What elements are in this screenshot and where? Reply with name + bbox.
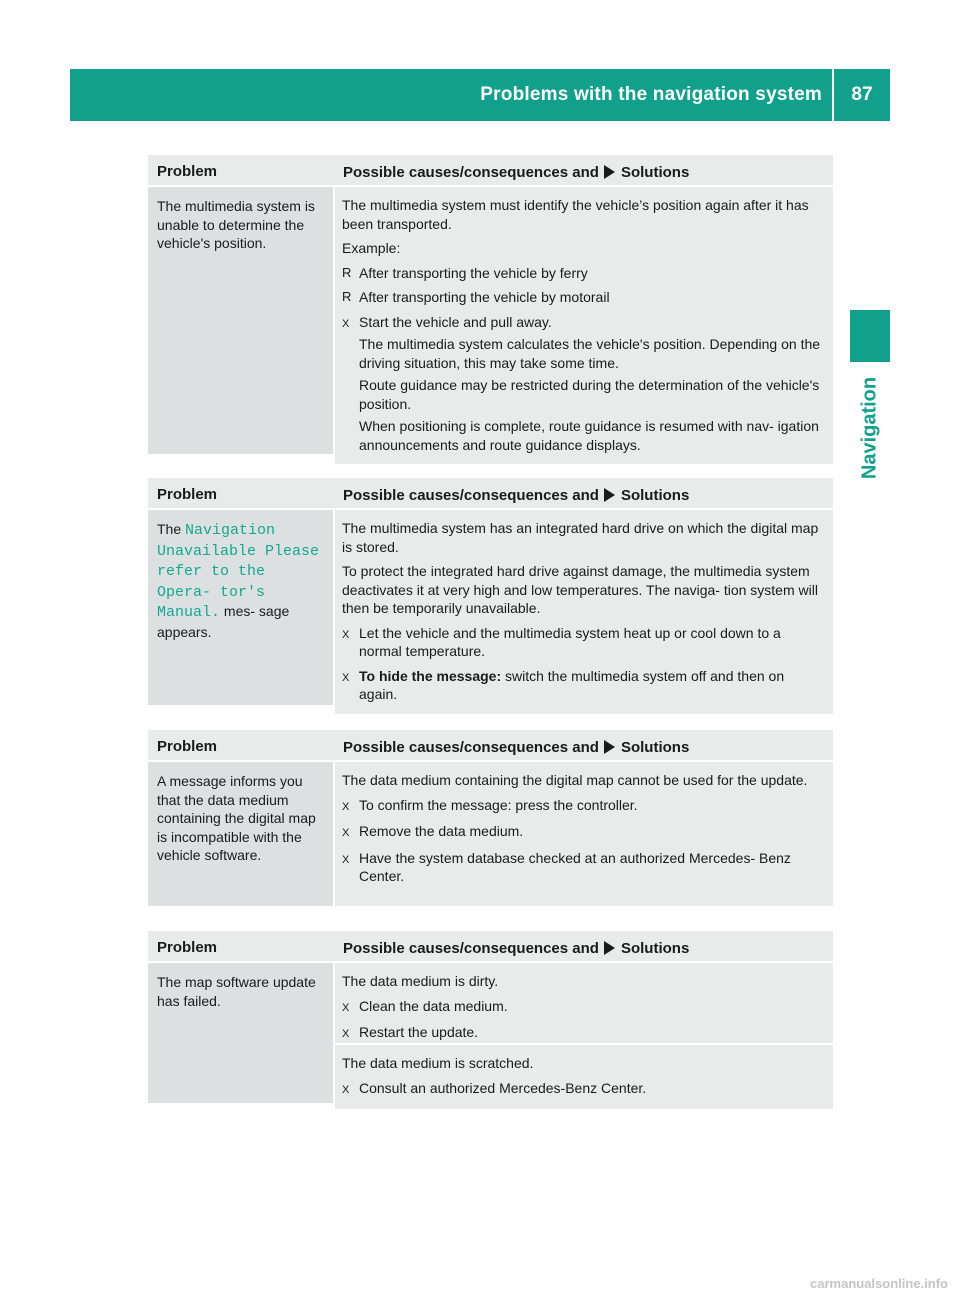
arrow-icon: X xyxy=(342,1083,350,1096)
header-solutions-suffix: Solutions xyxy=(620,739,690,756)
play-arrow-icon xyxy=(604,941,615,955)
cause-text: The multimedia system must identify the vehicle’s position again after it has been transported. xyxy=(342,197,809,232)
page-number: 87 xyxy=(851,84,873,105)
action-item xyxy=(342,624,826,661)
action-text: Have the system database checked at an authorized Mercedes- Benz Center. xyxy=(359,849,791,884)
header-solutions-suffix: Solutions xyxy=(620,940,690,957)
cause-text: To protect the integrated hard drive against damage, the multimedia system deactivates it at very high and low temperatures. The naviga- tion system will then be temporarily unavailable. xyxy=(342,563,818,616)
arrow-icon: X xyxy=(342,1028,350,1040)
action-item xyxy=(342,822,826,843)
arrow-icon: X xyxy=(342,628,350,641)
header-solutions xyxy=(335,931,833,961)
table-header xyxy=(148,931,833,963)
page-header xyxy=(70,69,890,121)
cause-text: The multimedia system has an integrated hard drive on which the digital map is stored. xyxy=(342,520,819,555)
action-item xyxy=(342,313,826,455)
bullet-icon: R xyxy=(342,264,352,280)
cause-text: Example: xyxy=(342,240,401,256)
cause-text: The data medium is dirty. xyxy=(342,973,499,989)
header-solutions-prefix: Possible causes/consequences and xyxy=(343,739,599,756)
header-solutions-prefix: Possible causes/consequences and xyxy=(343,487,599,504)
action-text: Consult an authorized Mercedes-Benz Center. xyxy=(359,1079,647,1096)
side-tab-marker xyxy=(850,310,890,362)
action-item xyxy=(342,667,826,704)
header-solutions-prefix: Possible causes/consequences and xyxy=(343,940,599,957)
solution-cell xyxy=(335,1043,833,1109)
play-arrow-icon xyxy=(604,488,615,502)
play-arrow-icon xyxy=(604,740,615,754)
problem-cell xyxy=(148,510,335,705)
footer-watermark: carmanualsonline.info xyxy=(810,1276,948,1291)
result-text: When positioning is complete, route guidance is resumed with nav- igation announcements and route guidance displays. xyxy=(359,418,819,453)
action-text: Let the vehicle and the multimedia system heat up or cool down to a normal temperature. xyxy=(359,624,781,659)
solution-cell xyxy=(335,963,833,1043)
action-item xyxy=(342,997,826,1018)
header-solutions xyxy=(335,478,833,508)
action-label: To hide the message: xyxy=(359,667,502,684)
arrow-icon: X xyxy=(342,827,350,839)
action-text: Start the vehicle and pull away. xyxy=(359,313,552,330)
table-header xyxy=(148,155,833,187)
action-text: Remove the data medium. xyxy=(359,823,524,839)
problem-table-3 xyxy=(148,730,833,906)
action-text: Restart the update. xyxy=(359,1024,479,1040)
problem-table-1 xyxy=(148,155,833,454)
action-text: To confirm the message: press the controller. xyxy=(359,796,638,813)
solution-cell xyxy=(335,510,833,714)
arrow-icon: X xyxy=(342,317,350,330)
header-problem: Problem xyxy=(157,738,218,755)
arrow-icon: X xyxy=(342,671,350,684)
display-message-code: Navigation Unavailable Please refer to the Opera‐ tor's Manual. xyxy=(157,522,320,621)
problem-text: mes- sage appears. xyxy=(157,603,290,640)
action-text: switch the multimedia system off and then on again. xyxy=(359,667,785,702)
header-solutions xyxy=(335,730,833,760)
header-problem: Problem xyxy=(157,486,218,503)
bullet-text: After transporting the vehicle by ferry xyxy=(359,264,588,281)
play-arrow-icon xyxy=(604,165,615,179)
header-solutions-suffix: Solutions xyxy=(620,164,690,181)
header-problem: Problem xyxy=(157,163,218,180)
arrow-icon: X xyxy=(342,1001,350,1014)
problem-cell: The map software update has failed. xyxy=(148,963,335,1103)
action-item xyxy=(342,796,826,817)
action-text: Clean the data medium. xyxy=(359,997,508,1014)
solution-cell xyxy=(335,762,833,906)
side-tab-label: Navigation xyxy=(858,376,881,480)
header-solutions-prefix: Possible causes/consequences and xyxy=(343,164,599,181)
header-problem: Problem xyxy=(157,939,218,956)
problem-cell: The multimedia system is unable to determine the vehicle's position. xyxy=(148,187,335,454)
result-text: The multimedia system calculates the vehicle's position. Depending on the driving situation, this may take some time. xyxy=(359,336,821,371)
bullet-text: After transporting the vehicle by motorail xyxy=(359,289,610,305)
arrow-icon: X xyxy=(342,853,350,866)
bullet-item xyxy=(342,264,826,283)
problem-cell: A message informs you that the data medium containing the digital map is incompatible with the vehicle software. xyxy=(148,762,335,906)
problem-table-2 xyxy=(148,478,833,705)
result-text: Route guidance may be restricted during the determination of the vehicle's position. xyxy=(359,377,820,412)
cause-text: The data medium containing the digital map cannot be used for the update. xyxy=(342,772,808,788)
arrow-icon: X xyxy=(342,800,350,813)
header-solutions xyxy=(335,155,833,185)
problem-table-4 xyxy=(148,931,833,1103)
action-item xyxy=(342,1079,826,1100)
solution-cell xyxy=(335,187,833,464)
action-item xyxy=(342,849,826,886)
header-solutions-suffix: Solutions xyxy=(620,487,690,504)
problem-text: The xyxy=(157,521,182,537)
action-item xyxy=(342,1023,826,1044)
table-header xyxy=(148,730,833,762)
header-title: Problems with the navigation system xyxy=(480,84,822,105)
bullet-icon: R xyxy=(342,289,352,304)
bullet-item xyxy=(342,288,826,307)
table-header xyxy=(148,478,833,510)
cause-text: The data medium is scratched. xyxy=(342,1055,534,1071)
